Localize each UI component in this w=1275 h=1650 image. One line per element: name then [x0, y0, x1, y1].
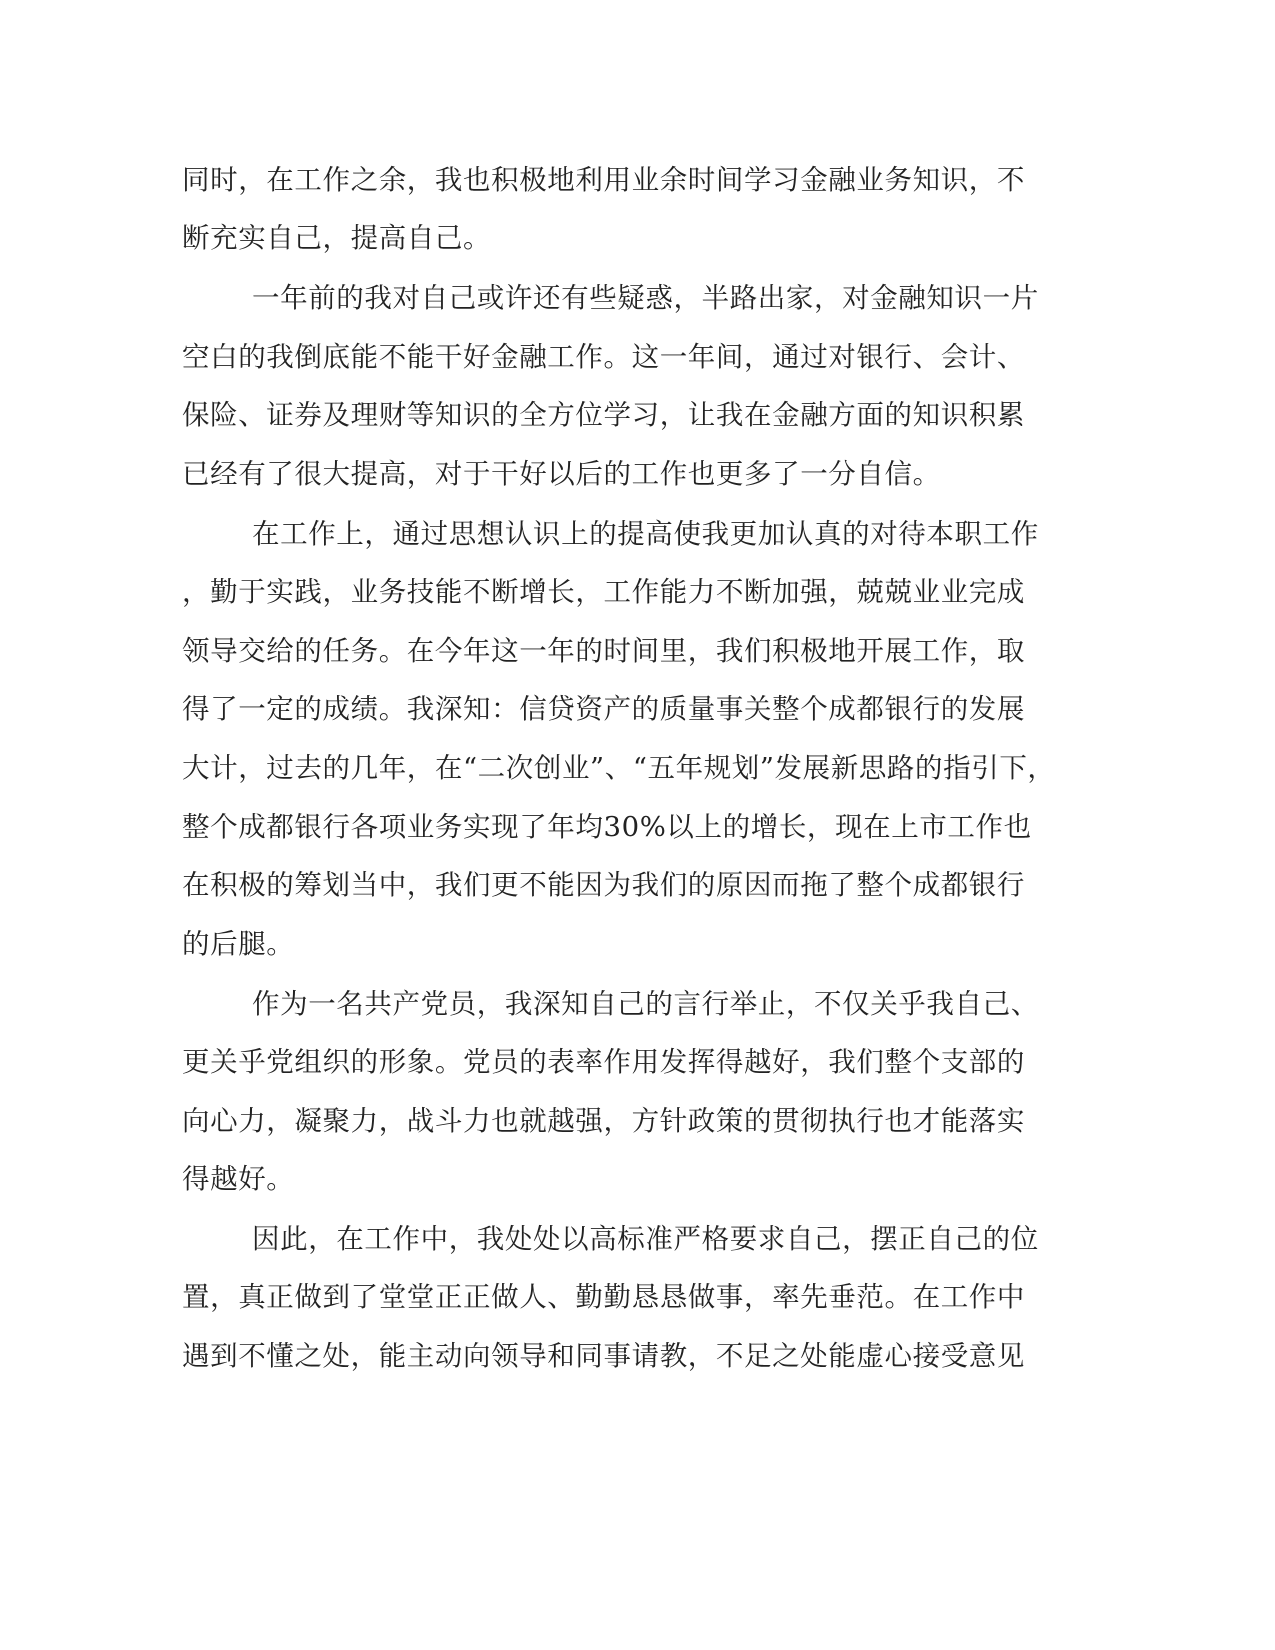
paragraph-first-line: 因此，在工作中，我处处以高标准严格要求自己，摆正自己的位	[252, 1223, 1039, 1255]
text-line: 已经有了很大提高，对于干好以后的工作也更多了一分自信。	[182, 458, 941, 490]
text-line: 在积极的筹划当中，我们更不能因为我们的原因而拖了整个成都银行	[182, 869, 1025, 901]
text-line: 遇到不懂之处，能主动向领导和同事请教，不足之处能虚心接受意见	[182, 1340, 1025, 1372]
paragraph-first-line: 一年前的我对自己或许还有些疑惑，半路出家，对金融知识一片	[252, 282, 1039, 314]
text-line: 大计，过去的几年，在“二次创业”、“五年规划”发展新思路的指引下，	[182, 752, 1056, 784]
text-line: 领导交给的任务。在今年这一年的时间里，我们积极地开展工作，取	[182, 635, 1025, 667]
text-line: 空白的我倒底能不能干好金融工作。这一年间，通过对银行、会计、	[182, 341, 1025, 373]
text-line: 更关乎党组织的形象。党员的表率作用发挥得越好，我们整个支部的	[182, 1046, 1025, 1078]
text-line: 断充实自己，提高自己。	[182, 222, 492, 254]
text-line: 的后腿。	[182, 928, 295, 960]
text-line: 保险、证券及理财等知识的全方位学习，让我在金融方面的知识积累	[182, 399, 1025, 431]
text-line: 得越好。	[182, 1163, 295, 1195]
text-line: 整个成都银行各项业务实现了年均30%以上的增长，现在上市工作也	[182, 811, 1032, 843]
text-line: 得了一定的成绩。我深知：信贷资产的质量事关整个成都银行的发展	[182, 693, 1025, 725]
text-line: 置，真正做到了堂堂正正做人、勤勤恳恳做事，率先垂范。在工作中	[182, 1281, 1025, 1313]
text-line: 同时，在工作之余，我也积极地利用业余时间学习金融业务知识，不	[182, 164, 1025, 196]
text-line: ，勤于实践，业务技能不断增长，工作能力不断加强，兢兢业业完成	[182, 576, 1025, 608]
text-line: 向心力，凝聚力，战斗力也就越强，方针政策的贯彻执行也才能落实	[182, 1105, 1025, 1137]
paragraph-first-line: 在工作上，通过思想认识上的提高使我更加认真的对待本职工作	[252, 518, 1039, 550]
paragraph-first-line: 作为一名共产党员，我深知自己的言行举止，不仅关乎我自己、	[252, 988, 1039, 1020]
